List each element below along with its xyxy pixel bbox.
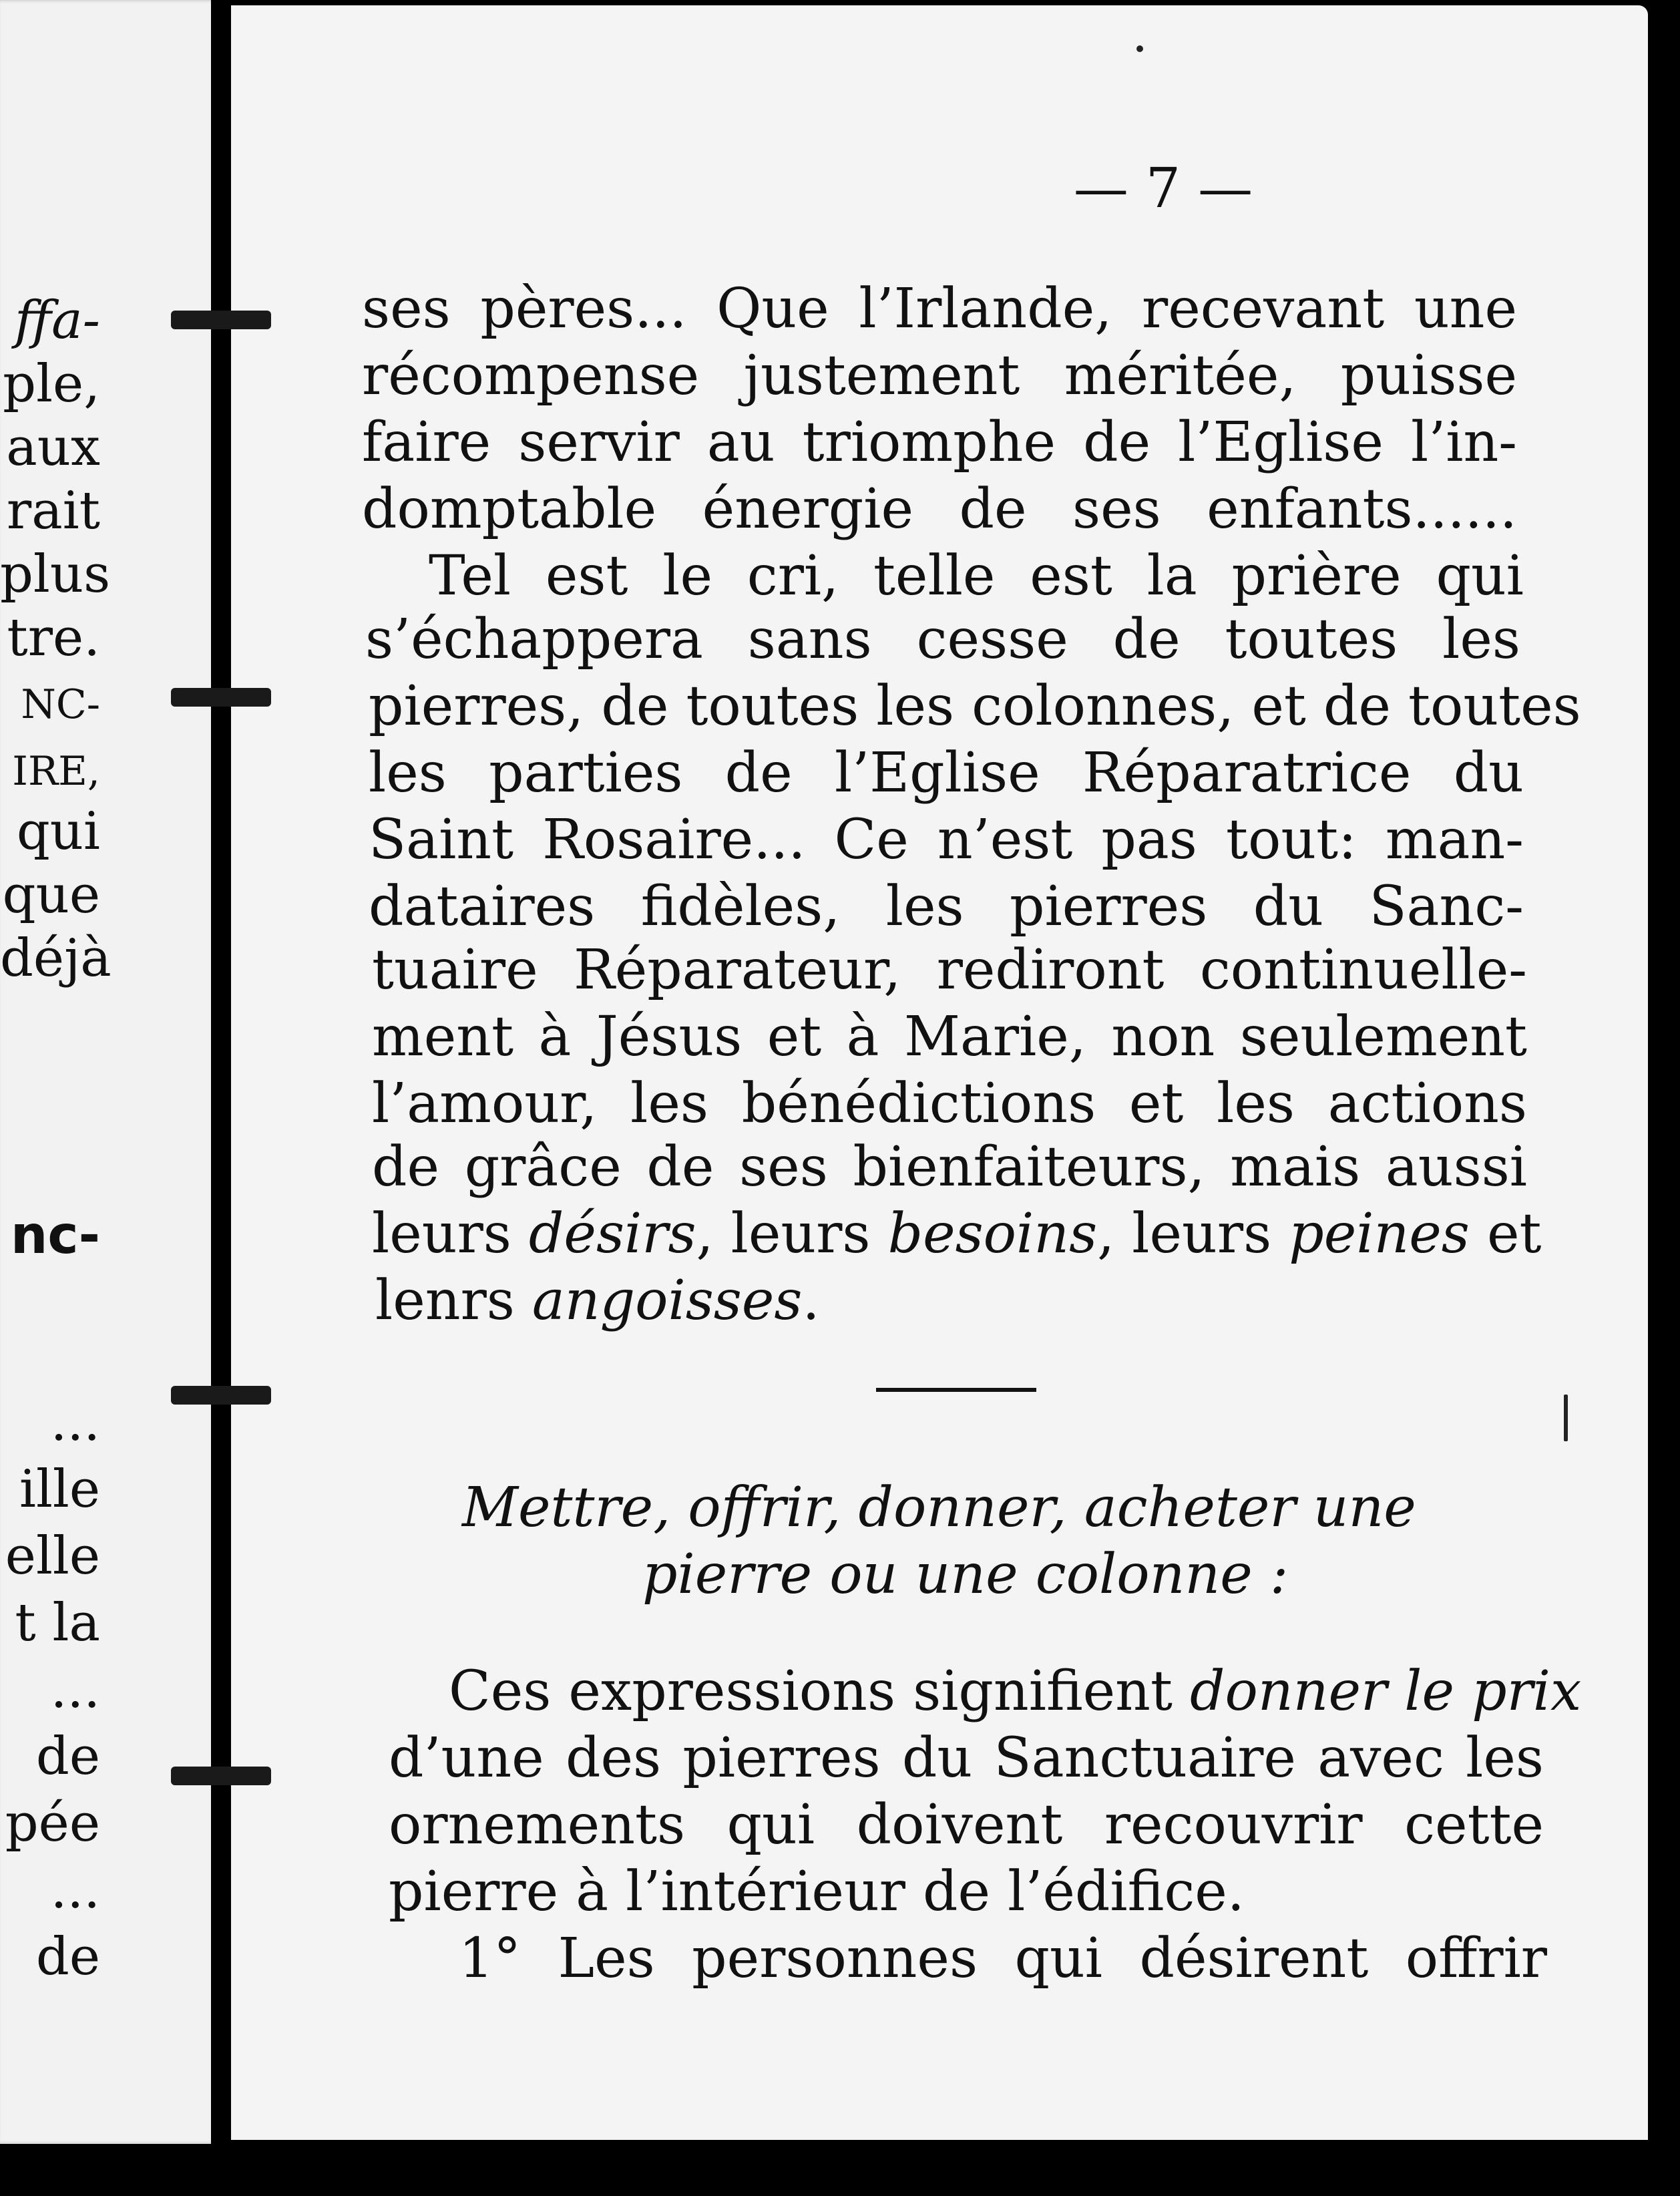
text-line: Saint Rosaire... Ce n’est pas tout: man- xyxy=(369,808,1524,872)
text-line: s’échappera sans cesse de toutes les xyxy=(365,608,1520,671)
text-run: . xyxy=(802,1269,820,1332)
binding-stitch xyxy=(171,311,271,329)
text-line: récompense justement méritée, puisse xyxy=(362,344,1517,407)
text-line: domptable énergie de ses enfants...... xyxy=(362,478,1517,541)
left-fragment-line: pée xyxy=(5,1793,100,1853)
italic-run: donner le prix xyxy=(1190,1660,1582,1723)
left-fragment-line: déjà xyxy=(0,928,112,988)
text-line: 1° Les personnes qui désirent offrir xyxy=(459,1927,1547,1990)
left-fragment-line: de xyxy=(35,1927,100,1987)
text-run: , leurs xyxy=(1097,1202,1289,1266)
text-line-mixed xyxy=(375,1271,820,1331)
left-fragment-line: qui xyxy=(16,801,100,862)
left-fragment-line: ... xyxy=(50,1393,100,1453)
left-fragment-line: IRE, xyxy=(12,748,100,795)
text-line-mixed xyxy=(372,1202,1542,1266)
binding-stitch xyxy=(171,688,271,707)
left-fragment-line: rait xyxy=(6,481,100,541)
text-line: dataires fidèles, les pierres du Sanc- xyxy=(369,875,1524,938)
text-line: l’amour, les bénédictions et les actions xyxy=(372,1072,1527,1135)
left-fragment-line: ille xyxy=(19,1459,100,1519)
text-run: et xyxy=(1469,1202,1542,1266)
text-line: tuaire Réparateur, rediront continuelle- xyxy=(372,938,1527,1002)
text-line: les parties de l’Eglise Réparatrice du xyxy=(369,741,1524,805)
section-heading-line: pierre ou une colonne : xyxy=(642,1543,1289,1606)
binding-stitch xyxy=(171,1386,271,1405)
text-line: faire servir au triomphe de l’Eglise l’in- xyxy=(362,411,1517,474)
text-line: pierre à l’intérieur de l’édifice. xyxy=(389,1860,1245,1924)
text-line: pierres, de toutes les colonnes, et de toutes xyxy=(369,675,1581,738)
text-line: Tel est le cri, telle est la prière qui xyxy=(429,544,1524,608)
left-fragment-line: ... xyxy=(50,1860,100,1920)
left-fragment-line: plus xyxy=(0,544,111,604)
left-fragment-line: ple, xyxy=(3,354,100,414)
text-line: ornements qui doivent recouvrir cette xyxy=(389,1793,1544,1857)
book-spine xyxy=(211,0,231,2196)
left-fragment-line: aux xyxy=(6,417,100,478)
italic-run: désirs xyxy=(528,1202,696,1266)
left-fragment-line: tre. xyxy=(7,608,100,668)
italic-run: besoins xyxy=(887,1202,1098,1266)
paper-speck xyxy=(1136,45,1143,52)
left-fragment-line: NC- xyxy=(21,681,100,728)
text-run: lenrs xyxy=(375,1269,532,1332)
left-fragment-line: ffa- xyxy=(14,291,100,351)
left-fragment-line: elle xyxy=(5,1526,100,1586)
text-line-mixed xyxy=(449,1660,1582,1723)
paper-mark xyxy=(1564,1395,1568,1441)
left-fragment-line: de xyxy=(35,1726,100,1787)
left-fragment-line: ... xyxy=(50,1660,100,1720)
left-fragment-line: nc- xyxy=(10,1206,100,1266)
text-run: , leurs xyxy=(696,1202,888,1266)
binding-stitch xyxy=(171,1767,271,1785)
section-heading-line: Mettre, offrir, donner, acheter une xyxy=(462,1476,1416,1539)
text-run: Ces expressions signifient xyxy=(449,1660,1191,1723)
left-fragment-line: t la xyxy=(15,1593,100,1653)
page-number: — 7 — xyxy=(1073,157,1253,220)
text-line: ses pères... Que l’Irlande, recevant une xyxy=(362,277,1517,341)
italic-run: angoisses xyxy=(532,1269,803,1332)
section-divider xyxy=(876,1388,1036,1392)
text-line: d’une des pierres du Sanctuaire avec les xyxy=(389,1726,1544,1790)
text-line: ment à Jésus et à Marie, non seulement xyxy=(372,1005,1527,1069)
italic-run: peines xyxy=(1289,1202,1470,1266)
text-run: leurs xyxy=(372,1202,529,1266)
right-page xyxy=(228,5,1648,2140)
left-fragment-line: que xyxy=(2,865,100,925)
text-line: de grâce de ses bienfaiteurs, mais aussi xyxy=(372,1135,1527,1199)
